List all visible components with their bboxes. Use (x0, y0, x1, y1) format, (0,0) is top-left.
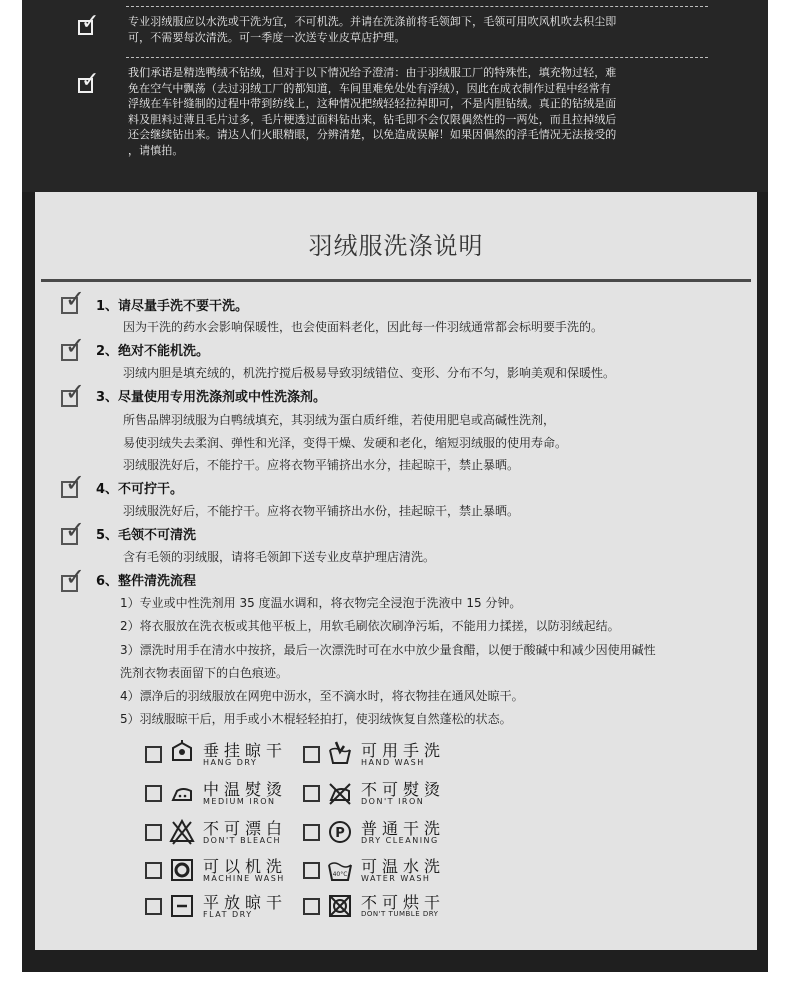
checkbox (145, 862, 162, 879)
checkbox (303, 785, 320, 802)
check-icon: ✓ (61, 475, 89, 503)
care-warm-wash: 40°C 可温水洗 WATER WASH (303, 856, 453, 888)
checkbox (303, 862, 320, 879)
dry-clean-icon (327, 818, 353, 846)
care-flat-dry: 平放晾干 FLAT DRY (145, 892, 295, 924)
warm-wash-icon (327, 856, 353, 884)
notice-check-icon: ✓ (78, 16, 100, 38)
item-text: 因为干洗的药水会影响保暖性，也会使面料老化，因此每一件羽绒通常都会标明要手洗的。 (123, 320, 604, 334)
notice-section (22, 0, 768, 192)
care-no-bleach: 不可漂白 DON'T BLEACH (145, 818, 295, 850)
item-heading: 1、请尽量手洗不要干洗。 (96, 299, 249, 314)
machine-wash-icon (169, 856, 195, 884)
care-machine-wash: 可以机洗 MACHINE WASH (145, 856, 295, 888)
step-text: 4）漂净后的羽绒服放在网兜中沥水，至不滴水时，将衣物挂在通风处晾干。 (120, 689, 524, 703)
notice-text-2: 我们承诺是精选鸭绒不钻绒，但对于以下情况给予澄清：由于羽绒服工厂的特殊性，填充物过轻，难 免在空气中飘荡（去过羽绒工厂的都知道，车间里难免处处有浮绒），因此在成衣制作过程中经常有 浮绒在车针缝制的过程中带到纺线上，这种情况把绒轻轻拉掉即可，不是内胆钻绒。真正的钻绒是面 料及胆料过薄且毛片过多，毛片梗透过面料钻出来，钻毛即不会仅限偶然性的一两处，而且拉掉绒后 还会继续钻出来。请达人们火眼精眼，分辨清楚，以免造成误解！如果因偶然的浮毛情况无法接受的 ，请慎拍。 (128, 66, 617, 157)
check-icon: ✓ (61, 291, 89, 319)
checkbox (303, 898, 320, 915)
notice-text-1: 专业羽绒服应以水洗或干洗为宜，不可机洗。并请在洗涤前将毛领卸下，毛领可用吹风机吹去积尘即 可，不需要每次清洗。可一季度一次送专业皮草店护理。 (128, 15, 617, 44)
step-text: 3）漂洗时用手在清水中按挤，最后一次漂洗时可在水中放少量食醋，以便于酸碱中和减少因使用碱性 (120, 643, 656, 657)
checkbox (145, 898, 162, 915)
flat-dry-icon (169, 892, 195, 920)
checkbox (303, 824, 320, 841)
item-text: 羽绒内胆是填充绒的，机洗拧搅后极易导致羽绒错位、变形、分布不匀，影响美观和保暖性。 (123, 366, 616, 380)
divider (126, 6, 708, 7)
check-icon: ✓ (61, 384, 89, 412)
step-text: 5）羽绒服晾干后，用手或小木棍轻轻拍打，使羽绒恢复自然蓬松的状态。 (120, 712, 512, 726)
step-text: 1）专业或中性洗剂用 35 度温水调和，将衣物完全浸泡于洗液中 15 分钟。 (120, 596, 522, 610)
item-heading: 6、整件清洗流程 (96, 574, 197, 589)
item-heading: 4、不可拧干。 (96, 482, 184, 497)
page-title: 羽绒服洗涤说明 (308, 232, 484, 260)
hang-dry-icon (169, 740, 195, 768)
no-tumble-dry-icon (327, 892, 353, 920)
step-text: 洗剂衣物表面留下的白色痕迹。 (120, 666, 289, 680)
wash-instructions-panel (35, 192, 757, 950)
svg-text:40°C: 40°C (332, 871, 348, 878)
svg-text:P: P (335, 826, 345, 841)
check-icon: ✓ (61, 522, 89, 550)
item-heading: 3、尽量使用专用洗涤剂或中性洗涤剂。 (96, 390, 327, 405)
check-icon: ✓ (61, 569, 89, 597)
care-hand-wash: 可用手洗 HAND WASH (303, 740, 453, 772)
item-text: 羽绒服洗好后，不能拧干。应将衣物平铺挤出水份，挂起晾干，禁止暴晒。 (123, 504, 520, 518)
medium-iron-icon (169, 779, 195, 807)
checkbox (145, 746, 162, 763)
item-text: 含有毛领的羽绒服，请将毛领卸下送专业皮草护理店清洗。 (123, 550, 436, 564)
check-icon: ✓ (61, 338, 89, 366)
care-hang-dry: 垂挂晾干 HANG DRY (145, 740, 295, 772)
item-heading: 2、绝对不能机洗。 (96, 344, 210, 359)
checkbox (145, 785, 162, 802)
care-no-tumble-dry: 不可烘干 DON'T TUMBLE DRY (303, 892, 463, 924)
care-no-iron: 不可熨烫 DON'T IRON (303, 779, 453, 811)
item-text: 所售品牌羽绒服为白鸭绒填充，其羽绒为蛋白质纤维，若使用肥皂或高碱性洗剂， (123, 413, 556, 427)
no-iron-icon (327, 779, 353, 807)
hand-wash-icon (327, 740, 353, 768)
item-heading: 5、毛领不可清洗 (96, 528, 197, 543)
no-bleach-icon (169, 818, 195, 846)
care-dry-clean: P 普通干洗 DRY CLEANING (303, 818, 453, 850)
step-text: 2）将衣服放在洗衣板或其他平板上，用软毛刷依次刷净污垢，不能用力揉搓，以防羽绒起结。 (120, 619, 620, 633)
item-text: 羽绒服洗好后，不能拧干。应将衣物平铺挤出水分，挂起晾干，禁止暴晒。 (123, 458, 520, 472)
checkbox (303, 746, 320, 763)
title-divider (41, 279, 751, 282)
divider (126, 57, 708, 58)
notice-check-icon: ✓ (78, 74, 100, 96)
checkbox (145, 824, 162, 841)
care-medium-iron: 中温熨烫 MEDIUM IRON (145, 779, 295, 811)
item-text: 易使羽绒失去柔润、弹性和光泽，变得干燥、发硬和老化，缩短羽绒服的使用寿命。 (123, 436, 568, 450)
